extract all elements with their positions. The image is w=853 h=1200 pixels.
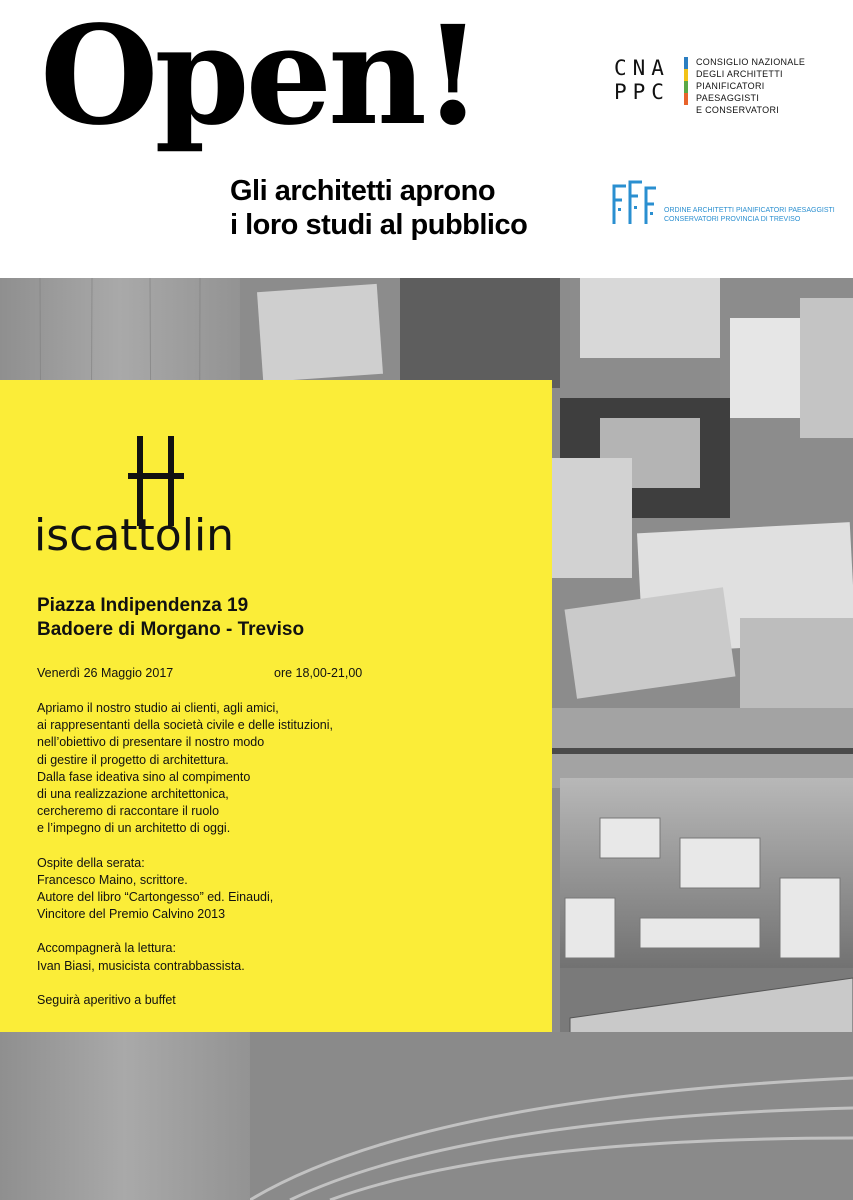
ordine-line: CONSERVATORI PROVINCIA DI TREVISO: [664, 216, 801, 223]
text-line: nell’obiettivo di presentare il nostro modo: [37, 735, 265, 750]
text-line: Autore del libro “Cartongesso” ed. Einaudi,: [37, 890, 274, 905]
cnappc-acronym: [614, 56, 670, 104]
event-time: ore 18,00-21,00: [274, 666, 363, 680]
cnappc-name: [696, 56, 805, 116]
cnappc-bar-orange: [684, 93, 688, 105]
poster-title: Open!: [40, 0, 479, 156]
cnappc-line: E CONSERVATORI: [696, 105, 780, 115]
text-line: e l’impegno di un architetto di oggi.: [37, 821, 231, 836]
cnappc-line: PIANIFICATORI: [696, 81, 765, 91]
cnappc-bar-green: [684, 81, 688, 93]
studio-logo: [34, 426, 284, 561]
text-line: Ivan Biasi, musicista contrabbassista.: [37, 958, 245, 973]
paragraph-music: [37, 940, 333, 974]
text-line: Apriamo il nostro studio ai clienti, agli amici,: [37, 701, 279, 715]
paragraph-intro: [37, 700, 333, 838]
studio-address: [37, 594, 304, 642]
ordine-line: ORDINE ARCHITETTI PIANIFICATORI PAESAGGISTI: [664, 207, 835, 214]
cnappc-color-bars: [684, 57, 688, 105]
event-date: Venerdì 26 Maggio 2017: [37, 666, 174, 680]
address-line-2: Badoere di Morgano - Treviso: [37, 619, 305, 640]
address-line-1: Piazza Indipendenza 19: [37, 595, 249, 616]
poster-header: [0, 0, 853, 278]
text-line: di gestire il progetto di architettura.: [37, 752, 229, 767]
text-line: Accompagnerà la lettura:: [37, 941, 176, 956]
subtitle-line-1: Gli architetti aprono: [230, 175, 496, 207]
text-line: cercheremo di raccontare il ruolo: [37, 804, 220, 819]
studio-logo-text: iscattolin: [34, 510, 235, 556]
event-description: [37, 700, 333, 1026]
text-line: Vincitore del Premio Calvino 2013: [37, 907, 226, 922]
text-line: Seguirà aperitivo a buffet: [37, 992, 176, 1007]
ordine-mark-icon: [612, 178, 658, 226]
event-info-panel: [0, 380, 552, 1032]
cnappc-line: DEGLI ARCHITETTI: [696, 69, 783, 79]
cnappc-line: CONSIGLIO NAZIONALE: [696, 57, 806, 67]
ordine-name: [664, 206, 835, 224]
studio-logo-mark: [34, 426, 284, 556]
text-line: Francesco Maino, scrittore.: [37, 872, 188, 887]
cnappc-bar-yellow: [684, 69, 688, 81]
text-line: ai rappresentanti della società civile e delle istituzioni,: [37, 718, 333, 733]
text-line: Dalla fase ideativa sino al compimento: [37, 769, 251, 784]
text-line: Ospite della serata:: [37, 855, 145, 870]
poster-subtitle: [230, 174, 527, 242]
paragraph-buffet: [37, 992, 333, 1009]
paragraph-guest: [37, 855, 333, 924]
cnappc-line: PAESAGGISTI: [696, 93, 760, 103]
cnappc-acronym-top: CNA: [614, 56, 670, 80]
cnappc-acronym-bottom: PPC: [614, 80, 670, 104]
text-line: di una realizzazione architettonica,: [37, 787, 229, 802]
subtitle-line-2: i loro studi al pubblico: [230, 209, 528, 241]
cnappc-bar-blue: [684, 57, 688, 69]
